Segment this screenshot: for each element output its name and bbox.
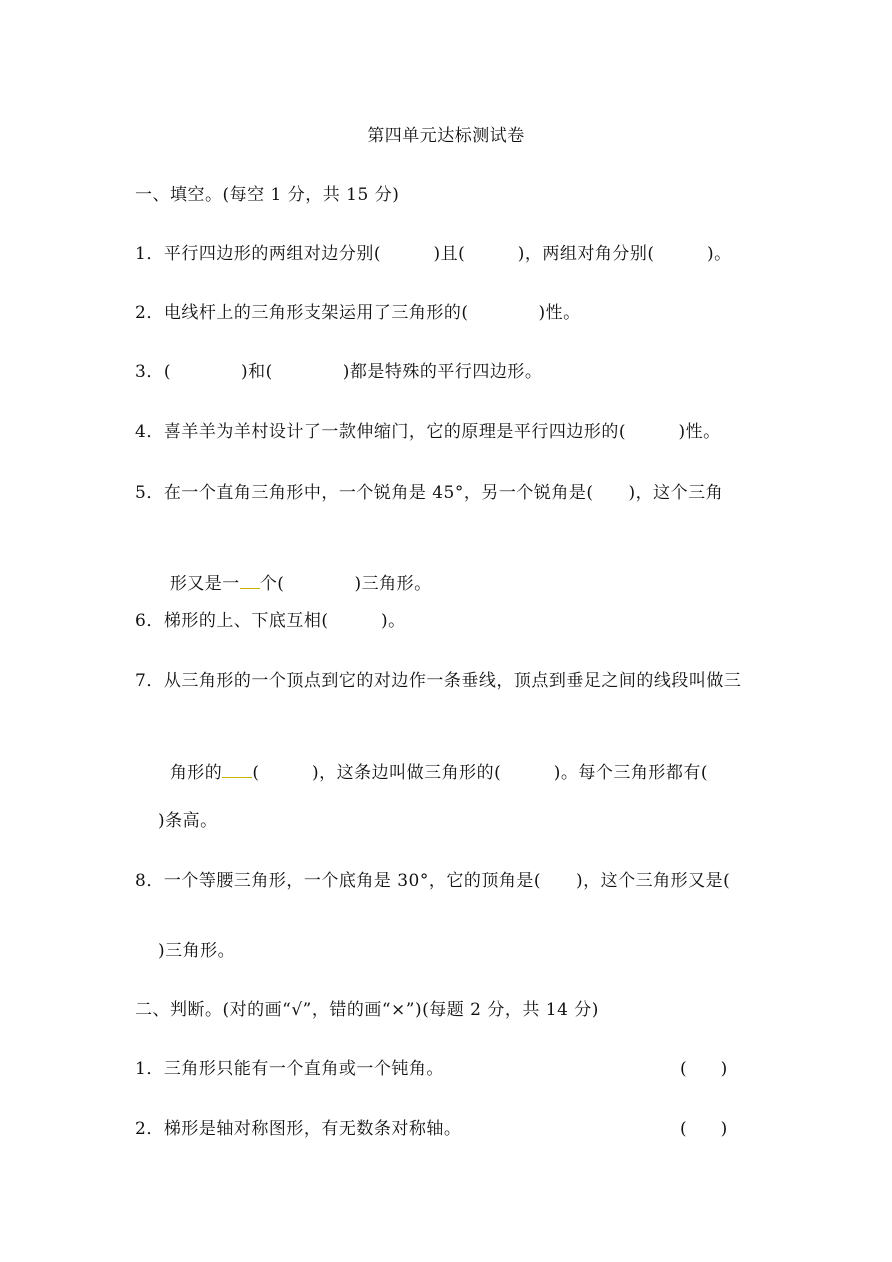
question-1-4: 4．喜羊羊为羊村设计了一款伸缩门，它的原理是平行四边形的( )性。: [135, 422, 721, 442]
question-1-3: 3．( )和( )都是特殊的平行四边形。: [135, 362, 543, 382]
question-2-2: 2．梯形是轴对称图形，有无数条对称轴。: [135, 1119, 462, 1139]
question-1-5-text-a: 形又是一: [169, 574, 240, 594]
question-1-7-line2: [158, 740, 708, 784]
question-1-2: 2．电线杆上的三角形支架运用了三角形的( )性。: [135, 303, 581, 323]
question-1-8-line2: )三角形。: [158, 941, 236, 961]
section2-heading: 二、判断。(对的画“√”，错的画“×”)(每题 2 分，共 14 分): [135, 1000, 599, 1020]
question-1-7-text-a: 角形的: [169, 763, 223, 783]
answer-paren-2-1[interactable]: ( ): [680, 1059, 728, 1079]
question-1-7-line3: )条高。: [158, 811, 218, 831]
underline-mark: [222, 763, 252, 778]
answer-paren-2-2[interactable]: ( ): [680, 1119, 728, 1139]
question-1-5-line1: 5．在一个直角三角形中，一个锐角是 45°，另一个锐角是( )，这个三角: [135, 483, 724, 503]
section1-heading: 一、填空。(每空 1 分，共 15 分): [135, 185, 400, 205]
question-1-5-line2: [158, 551, 432, 595]
underline-mark: [240, 574, 260, 589]
question-1-5-text-b: 个( )三角形。: [259, 574, 432, 594]
question-2-1: 1．三角形只能有一个直角或一个钝角。: [135, 1059, 444, 1079]
question-1-7-text-b: ( )，这条边叫做三角形的( )。每个三角形都有(: [252, 763, 708, 783]
question-1-8-line1: 8．一个等腰三角形，一个底角是 30°，它的顶角是( )，这个三角形又是(: [135, 871, 731, 891]
question-1-7-line1: 7．从三角形的一个顶点到它的对边作一条垂线，顶点到垂足之间的线段叫做三: [135, 671, 742, 691]
page-title: 第四单元达标测试卷: [367, 126, 525, 146]
question-1-6: 6．梯形的上、下底互相( )。: [135, 611, 406, 631]
question-1-1: 1．平行四边形的两组对边分别( )且( )，两组对角分别( )。: [135, 244, 732, 264]
